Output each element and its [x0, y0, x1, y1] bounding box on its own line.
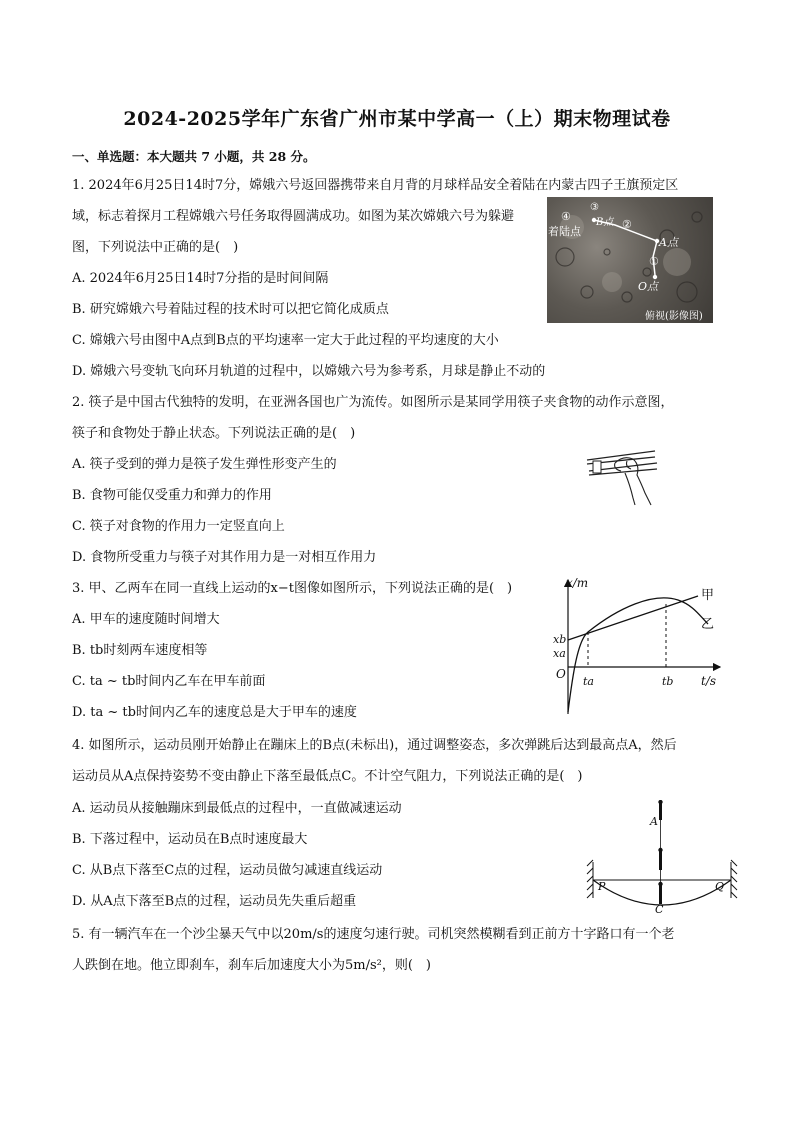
- moon-label-2: ②: [622, 218, 632, 231]
- graph-label-yi: 乙: [701, 617, 715, 632]
- trampoline-label-c: C: [655, 903, 664, 916]
- graph-label-ta: ta: [583, 675, 594, 688]
- page-title: 2024-2025学年广东省广州市某中学高一（上）期末物理试卷: [123, 108, 671, 130]
- trampoline-figure: [585, 800, 745, 920]
- trampoline-label-a: A: [650, 815, 658, 828]
- question-1-option-b: B. 研究嫦娥六号着陆过程的技术时可以把它简化成质点: [72, 302, 389, 317]
- question-3-option-d: D. ta ~ tb时间内乙车的速度总是大于甲车的速度: [72, 705, 357, 720]
- moon-label-landing: 着陆点: [548, 225, 581, 238]
- moon-label-o: O点: [638, 280, 659, 293]
- question-2-option-d: D. 食物所受重力与筷子对其作用力是一对相互作用力: [72, 550, 377, 565]
- question-3-line-1: 3. 甲、乙两车在同一直线上运动的x−t图像如图所示，下列说法正确的是( ): [72, 581, 513, 596]
- question-5-line-2: 人跌倒在地。他立即刹车，刹车后加速度大小为5m/s²，则( ): [72, 958, 432, 973]
- graph-origin: O: [556, 667, 566, 681]
- trampoline-label-q: Q: [715, 880, 725, 893]
- question-4-option-a: A. 运动员从接触蹦床到最低点的过程中，一直做减速运动: [72, 801, 402, 816]
- question-4-option-c: C. 从B点下落至C点的过程，运动员做匀减速直线运动: [72, 863, 383, 878]
- moon-caption: 俯视(影像图): [645, 311, 703, 322]
- question-3-option-c: C. ta ~ tb时间内乙车在甲车前面: [72, 674, 266, 689]
- moon-surface-figure: [547, 197, 713, 323]
- moon-label-4: ④: [561, 210, 571, 223]
- question-4-option-b: B. 下落过程中，运动员在B点时速度最大: [72, 832, 308, 847]
- question-1-option-d: D. 嫦娥六号变轨飞向环月轨道的过程中，以嫦娥六号为参考系，月球是静止不动的: [72, 364, 546, 379]
- question-1-line-2: 域，标志着探月工程嫦娥六号任务取得圆满成功。如图为某次嫦娥六号为躲避: [72, 209, 515, 224]
- moon-label-a: A点: [659, 236, 678, 249]
- question-4-option-d: D. 从A点下落至B点的过程，运动员先失重后超重: [72, 894, 357, 909]
- question-5-line-1: 5. 有一辆汽车在一个沙尘暴天气中以20m/s的速度匀速行驶。司机突然模糊看到正前方十字路口有一个老: [72, 927, 675, 942]
- graph-x-label: t/s: [701, 674, 717, 688]
- question-1-line-3: 图，下列说法中正确的是( ): [72, 240, 239, 255]
- series-yi-curve: [568, 598, 708, 712]
- moon-label-3: ③: [590, 202, 599, 213]
- question-1-option-a: A. 2024年6月25日14时7分指的是时间间隔: [72, 271, 329, 286]
- moon-label-1: ①: [649, 255, 659, 268]
- graph-y-label: x/m: [566, 576, 589, 590]
- question-4-line-1: 4. 如图所示，运动员刚开始静止在蹦床上的B点(未标出)，通过调整姿态，多次弹跳后达到最高点A，然后: [72, 738, 677, 753]
- question-2-option-b: B. 食物可能仅受重力和弹力的作用: [72, 488, 272, 503]
- question-2-line-1: 2. 筷子是中国古代独特的发明，在亚洲各国也广为流传。如图所示是某同学用筷子夹食物的动作示意图，: [72, 395, 674, 410]
- question-2-line-2: 筷子和食物处于静止状态。下列说法正确的是( ): [72, 426, 356, 441]
- question-4-line-2: 运动员从A点保持姿势不变由静止下落至最低点C。不计空气阻力，下列说法正确的是( ): [72, 769, 583, 784]
- graph-label-xb: xb: [553, 633, 567, 646]
- graph-label-tb: tb: [662, 675, 674, 688]
- trampoline-label-p: P: [598, 880, 606, 893]
- graph-label-jia: 甲: [701, 588, 715, 603]
- moon-label-b: B点: [596, 217, 614, 228]
- chopsticks-figure: [585, 443, 665, 508]
- question-3-option-b: B. tb时刻两车速度相等: [72, 643, 208, 658]
- question-2-option-a: A. 筷子受到的弹力是筷子发生弹性形变产生的: [72, 457, 337, 472]
- question-1-line-1: 1. 2024年6月25日14时7分，嫦娥六号返回器携带来自月背的月球样品安全着陆在内蒙古四子王旗预定区: [72, 178, 679, 193]
- question-2-option-c: C. 筷子对食物的作用力一定竖直向上: [72, 519, 285, 534]
- question-3-option-a: A. 甲车的速度随时间增大: [72, 612, 220, 627]
- question-1-option-c: C. 嫦娥六号由图中A点到B点的平均速率一定大于此过程的平均速度的大小: [72, 333, 499, 348]
- graph-label-xa: xa: [553, 647, 566, 660]
- section-heading: 一、单选题：本大题共 7 小题，共 28 分。: [72, 149, 316, 164]
